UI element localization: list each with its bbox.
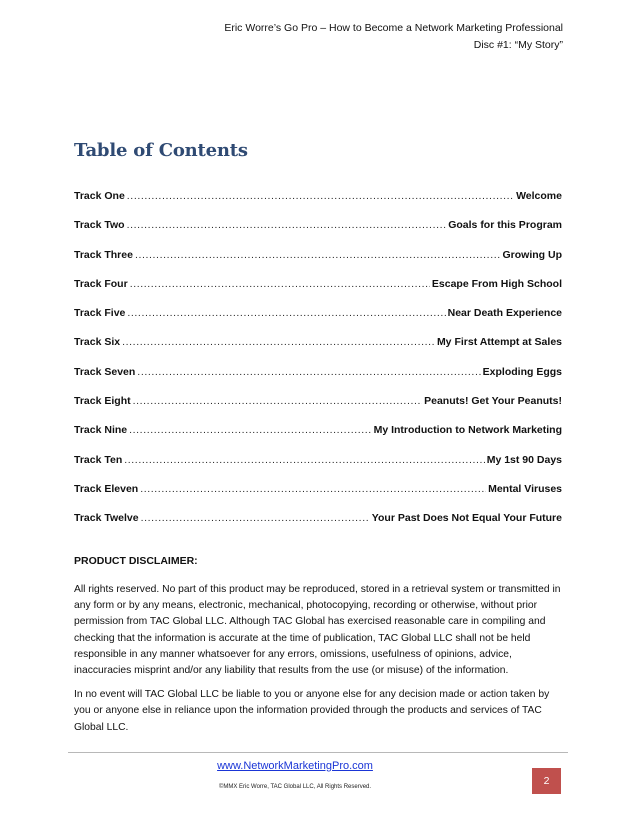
toc-title: Table of Contents [74, 140, 248, 161]
toc-chapter-title: My 1st 90 Days [486, 453, 562, 466]
toc-dot-leader [141, 512, 370, 524]
toc-entry-track-one[interactable] [74, 190, 562, 219]
disclaimer-heading: PRODUCT DISCLAIMER: [74, 555, 198, 567]
toc-dot-leader [129, 424, 371, 436]
toc-dot-leader [122, 336, 435, 348]
toc-track-label: Track Eleven [74, 482, 139, 495]
footer-divider [68, 752, 568, 753]
toc-dot-leader [130, 278, 430, 290]
table-of-contents [74, 190, 562, 542]
toc-entry-track-eight[interactable] [74, 395, 562, 424]
toc-entry-track-two[interactable] [74, 219, 562, 248]
toc-entry-track-nine[interactable] [74, 424, 562, 453]
toc-entry-track-seven[interactable] [74, 366, 562, 395]
toc-entry-track-ten[interactable] [74, 454, 562, 483]
toc-track-label: Track Eight [74, 395, 131, 408]
toc-dot-leader [133, 395, 423, 407]
toc-track-label: Track Ten [74, 453, 123, 466]
toc-entry-track-six[interactable] [74, 336, 562, 365]
toc-dot-leader [127, 190, 514, 202]
footer-website-link[interactable]: www.NetworkMarketingPro.com [217, 760, 373, 772]
disclaimer-paragraph-1: All rights reserved. No part of this product may be reproduced, stored in a retrieval system or transmitted in any form or by any means, electronic, mechanical, photocopying, recording or otherwise, without prior permission from TAC Global LLC. Although TAC Global has exercised reasonable care in compiling and checking that the information is accurate at the time of publication, TAC Global LLC shall not be held responsible in any manner whatsoever for any errors, omissions, usefulness of opinions, advice, inaccuracies misprint and/or any liability that results from the use (or misuse) of the information. [74, 584, 561, 677]
toc-chapter-title: My First Attempt at Sales [436, 336, 562, 349]
toc-entry-track-four[interactable] [74, 278, 562, 307]
toc-track-label: Track Twelve [74, 512, 139, 525]
toc-chapter-title: Welcome [516, 190, 562, 202]
toc-chapter-title: Mental Viruses [488, 482, 562, 495]
toc-track-label: Track Seven [74, 365, 136, 378]
header-subtitle: Disc #1: “My Story” [473, 39, 563, 51]
footer-copyright: ©MMX Eric Worre, TAC Global LLC, All Rights Reserved. [218, 784, 372, 790]
toc-chapter-title: Your Past Does Not Equal Your Future [371, 512, 562, 525]
toc-track-label: Track Two [74, 219, 125, 232]
toc-entry-track-twelve[interactable] [74, 512, 562, 541]
page-header [103, 20, 563, 54]
toc-chapter-title: Peanuts! Get Your Peanuts! [424, 395, 562, 408]
toc-track-label: Track Nine [74, 424, 128, 437]
toc-track-label: Track Three [74, 248, 133, 261]
toc-chapter-title: Exploding Eggs [482, 365, 562, 378]
toc-dot-leader [124, 454, 484, 466]
toc-entry-track-eleven[interactable] [74, 483, 562, 512]
toc-track-label: Track Six [74, 336, 121, 349]
toc-chapter-title: Growing Up [502, 248, 562, 261]
toc-track-label: Track Five [74, 307, 126, 320]
toc-dot-leader [137, 366, 480, 378]
header-title: Eric Worre’s Go Pro – How to Become a Network Marketing Professional [224, 22, 563, 34]
page-number-badge: 2 [532, 768, 561, 794]
product-disclaimer [74, 555, 564, 744]
toc-dot-leader [127, 219, 447, 231]
toc-dot-leader [127, 307, 445, 319]
toc-dot-leader [140, 483, 486, 495]
toc-chapter-title: Escape From High School [431, 277, 562, 290]
toc-entry-track-three[interactable] [74, 249, 562, 278]
disclaimer-paragraph-2: In no event will TAC Global LLC be liable to you or anyone else for any decision made or action taken by you or anyone else in reliance upon the information provided through the products and services of TAC Global LLC. [74, 689, 550, 733]
toc-dot-leader [135, 249, 501, 261]
toc-track-label: Track Four [74, 277, 128, 290]
toc-entry-track-five[interactable] [74, 307, 562, 336]
toc-chapter-title: My Introduction to Network Marketing [373, 424, 562, 437]
toc-track-label: Track One [74, 190, 125, 202]
toc-chapter-title: Near Death Experience [447, 307, 562, 320]
toc-chapter-title: Goals for this Program [448, 219, 562, 232]
